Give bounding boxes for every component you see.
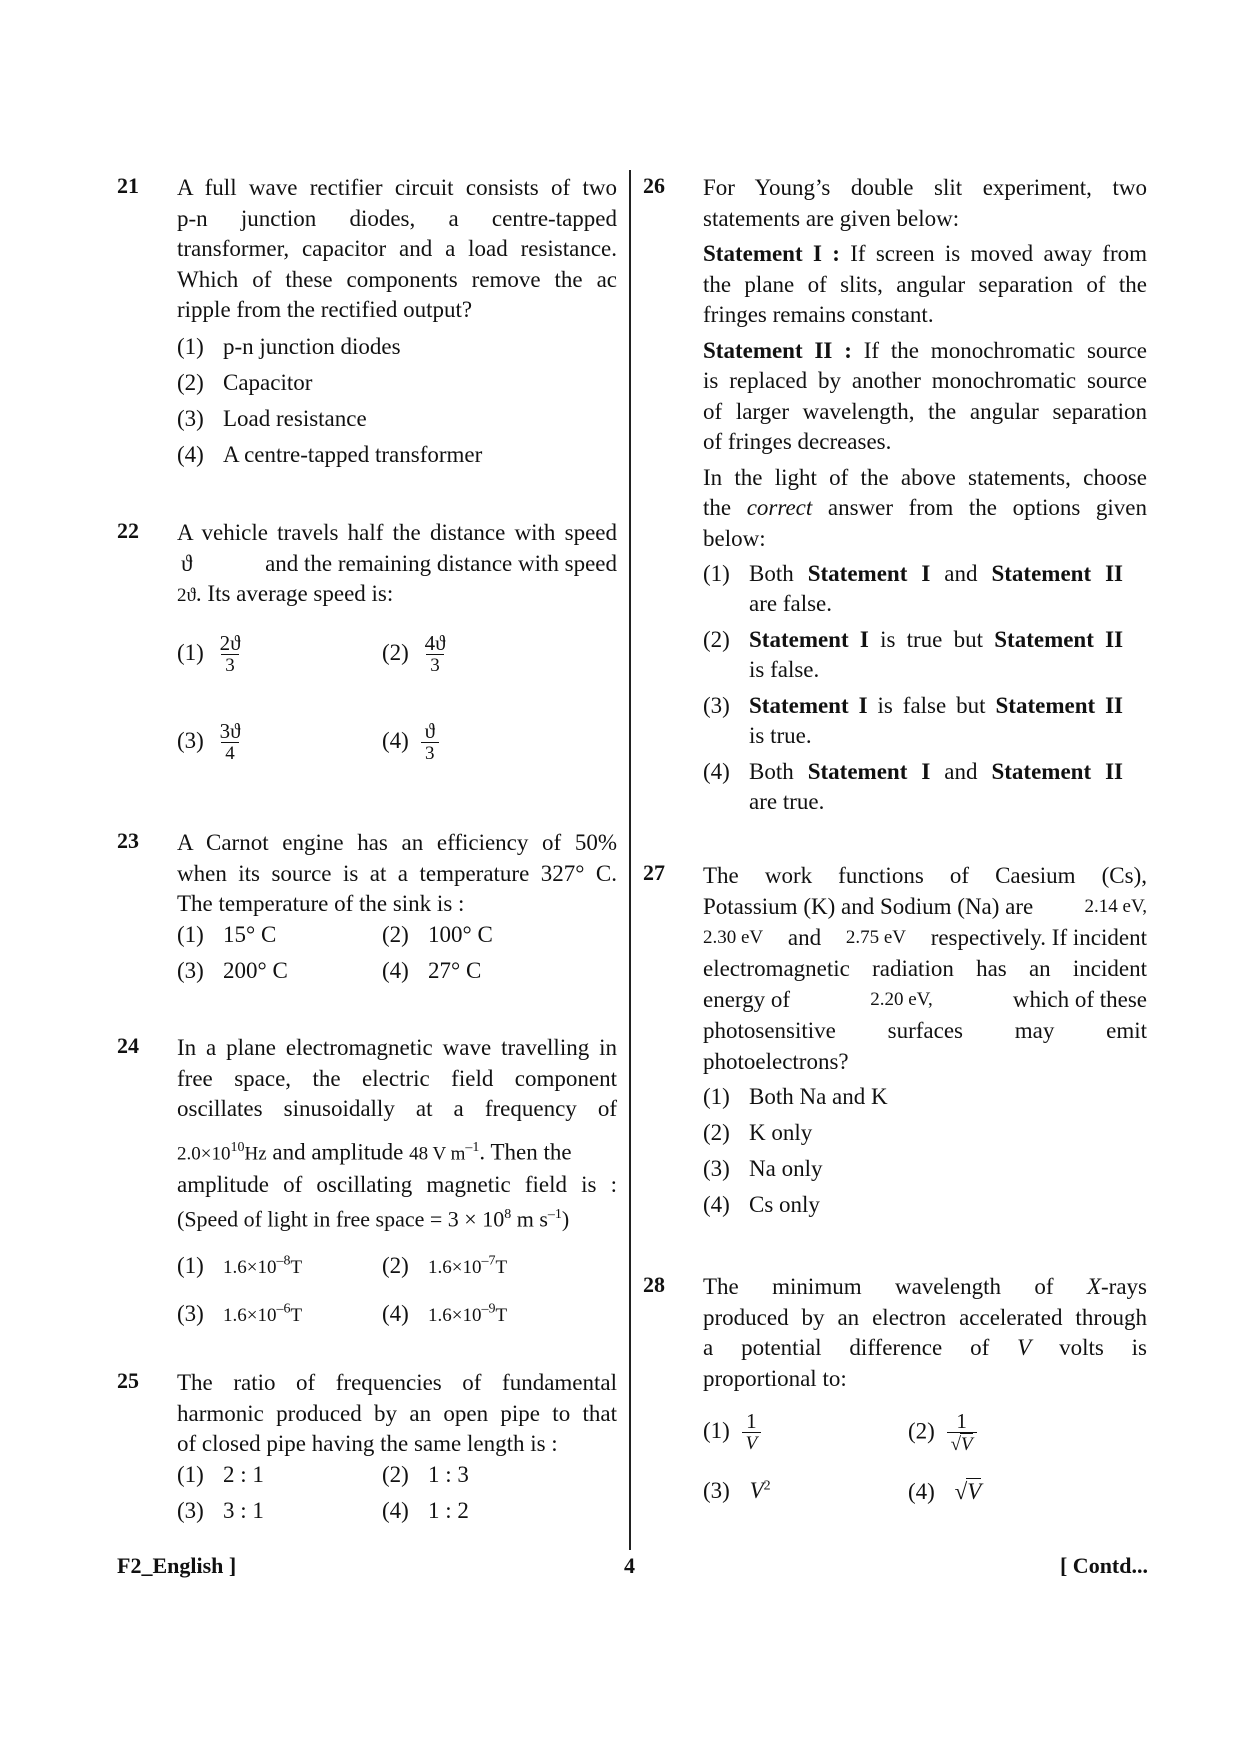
question-text: A full wave rectifier circuit consists of two p-n junction diodes, a centre-tapped transformer, capacitor and a load resistance. Which of these components remove the ac ripple from the rectified output?: [177, 175, 617, 322]
fraction: $\frac{2ϑ}{3}$: [219, 630, 241, 676]
option-1[interactable]: (1) Both Na and K: [703, 1084, 888, 1109]
option-2[interactable]: (2) $\frac{4ϑ}{3}$: [382, 632, 449, 677]
option-4[interactable]: (4) Cs only: [703, 1192, 820, 1217]
fraction: $\frac{1}{√V}$: [947, 1410, 977, 1456]
option-4[interactable]: (4) 27° C: [382, 957, 482, 983]
question-number: 28: [643, 1272, 665, 1297]
footer-paper-code: F2_English ]: [117, 1553, 237, 1578]
option-1[interactable]: (1) 15° C: [177, 921, 277, 947]
option-3[interactable]: (3) Load resistance: [177, 405, 367, 431]
question-text: A Carnot engine has an efficiency of 50% when its source is at a temperature 327° C. The temperature of the sink is :: [177, 830, 617, 916]
option-3[interactable]: (3) Statement I is false but Statement II is true.: [703, 693, 1124, 748]
option-1[interactable]: (1) 2 : 1: [177, 1461, 264, 1487]
option-3[interactable]: (3) $\frac{3ϑ}{4}$: [177, 720, 244, 765]
footer-contd: [ Contd...: [1059, 1553, 1148, 1578]
question-number: 21: [117, 173, 139, 198]
option-1[interactable]: (1) $\frac{1}{V}$: [703, 1410, 761, 1455]
statement-1: Statement I : If screen is moved away from the plane of slits, angular separation of the fringes remains constant.: [703, 241, 1148, 327]
option-2[interactable]: (2) $1.6\times 10^{-7}T$: [382, 1252, 508, 1278]
question-number: 22: [117, 518, 139, 543]
option-1[interactable]: (1) p-n junction diodes: [177, 333, 401, 359]
question-text: The minimum wavelength of X-rays produced by an electron accelerated through a potential difference of V volts is proportional to:: [703, 1274, 1148, 1391]
question-number: 24: [117, 1033, 139, 1058]
column-divider: [629, 170, 631, 1550]
option-2[interactable]: (2) Statement I is true but Statement II is false.: [703, 627, 1124, 682]
question-text: In a plane electromagnetic wave travelling in free space, the electric field component oscillates sinusoidally at a frequency of $2.0\times 10^{10}Hz$ and amplitude 48 V $m^{-1}$. Then the amplitude of oscillating magnetic field is : (Speed of light in free space = $3 \times 10^8$ m $s^{-1}$): [177, 1035, 617, 1232]
option-4[interactable]: (4) 1 : 2: [382, 1497, 469, 1523]
option-4[interactable]: (4) Both Statement I and Statement II are true.: [703, 759, 1124, 814]
question-number: 25: [117, 1368, 139, 1393]
option-4[interactable]: (4) √V: [908, 1479, 982, 1504]
option-4[interactable]: (4) $\frac{ϑ}{3}$: [382, 720, 439, 765]
question-number: 27: [643, 860, 665, 885]
footer-page-number: 4: [624, 1553, 635, 1578]
option-2[interactable]: (2) $\frac{1}{√V}$: [908, 1410, 977, 1456]
fraction: $\frac{ϑ}{3}$: [421, 720, 439, 765]
option-3[interactable]: (3) $V^2$: [703, 1478, 771, 1503]
option-2[interactable]: (2) 1 : 3: [382, 1461, 469, 1487]
option-3[interactable]: (3) 200° C: [177, 957, 288, 983]
option-4[interactable]: (4) A centre-tapped transformer: [177, 441, 483, 467]
statement-2: Statement II : If the monochromatic source is replaced by another monochromatic source of larger wavelength, the angular separation of fringes decreases.: [703, 337, 1148, 454]
instruction: In the light of the above statements, choose the correct answer from the options given below:: [703, 464, 1148, 551]
fraction: $\frac{1}{V}$: [742, 1410, 762, 1455]
question-number: 23: [117, 828, 139, 853]
question-text: The ratio of frequencies of fundamental harmonic produced by an open pipe to that of closed pipe having the same length is :: [177, 1370, 617, 1456]
option-2[interactable]: (2) K only: [703, 1120, 813, 1145]
option-1[interactable]: (1) $1.6\times 10^{-8}T$: [177, 1252, 303, 1278]
option-3[interactable]: (3) $1.6\times 10^{-6}T$: [177, 1300, 303, 1326]
question-number: 26: [643, 173, 665, 198]
option-4[interactable]: (4) $1.6\times 10^{-9}T$: [382, 1300, 508, 1326]
option-3[interactable]: (3) Na only: [703, 1156, 823, 1181]
option-1[interactable]: (1) $\frac{2ϑ}{3}$: [177, 632, 244, 677]
question-text: For Young’s double slit experiment, two statements are given below:: [703, 175, 1147, 231]
option-1[interactable]: (1) Both Statement I and Statement II are false.: [703, 561, 1124, 616]
option-3[interactable]: (3) 3 : 1: [177, 1497, 264, 1523]
option-2[interactable]: (2) 100° C: [382, 921, 493, 947]
option-2[interactable]: (2) Capacitor: [177, 369, 313, 395]
question-text: A vehicle travels half the distance with speed ϑ and the remaining distance with speed 2ϑ. Its average speed is:: [177, 520, 617, 606]
fraction: $\frac{3ϑ}{4}$: [219, 718, 241, 764]
question-text: The work functions of Caesium (Cs), Potassium (K) and Sodium (Na) are 2.14 eV, 2.30 eV and 2.75 eV respectively. If incident electromagnetic radiation has an incident energy of 2.20 eV, which of these photosensitive surfaces may emit photoelectrons?: [703, 863, 1147, 1074]
fraction: $\frac{4ϑ}{3}$: [424, 630, 446, 676]
